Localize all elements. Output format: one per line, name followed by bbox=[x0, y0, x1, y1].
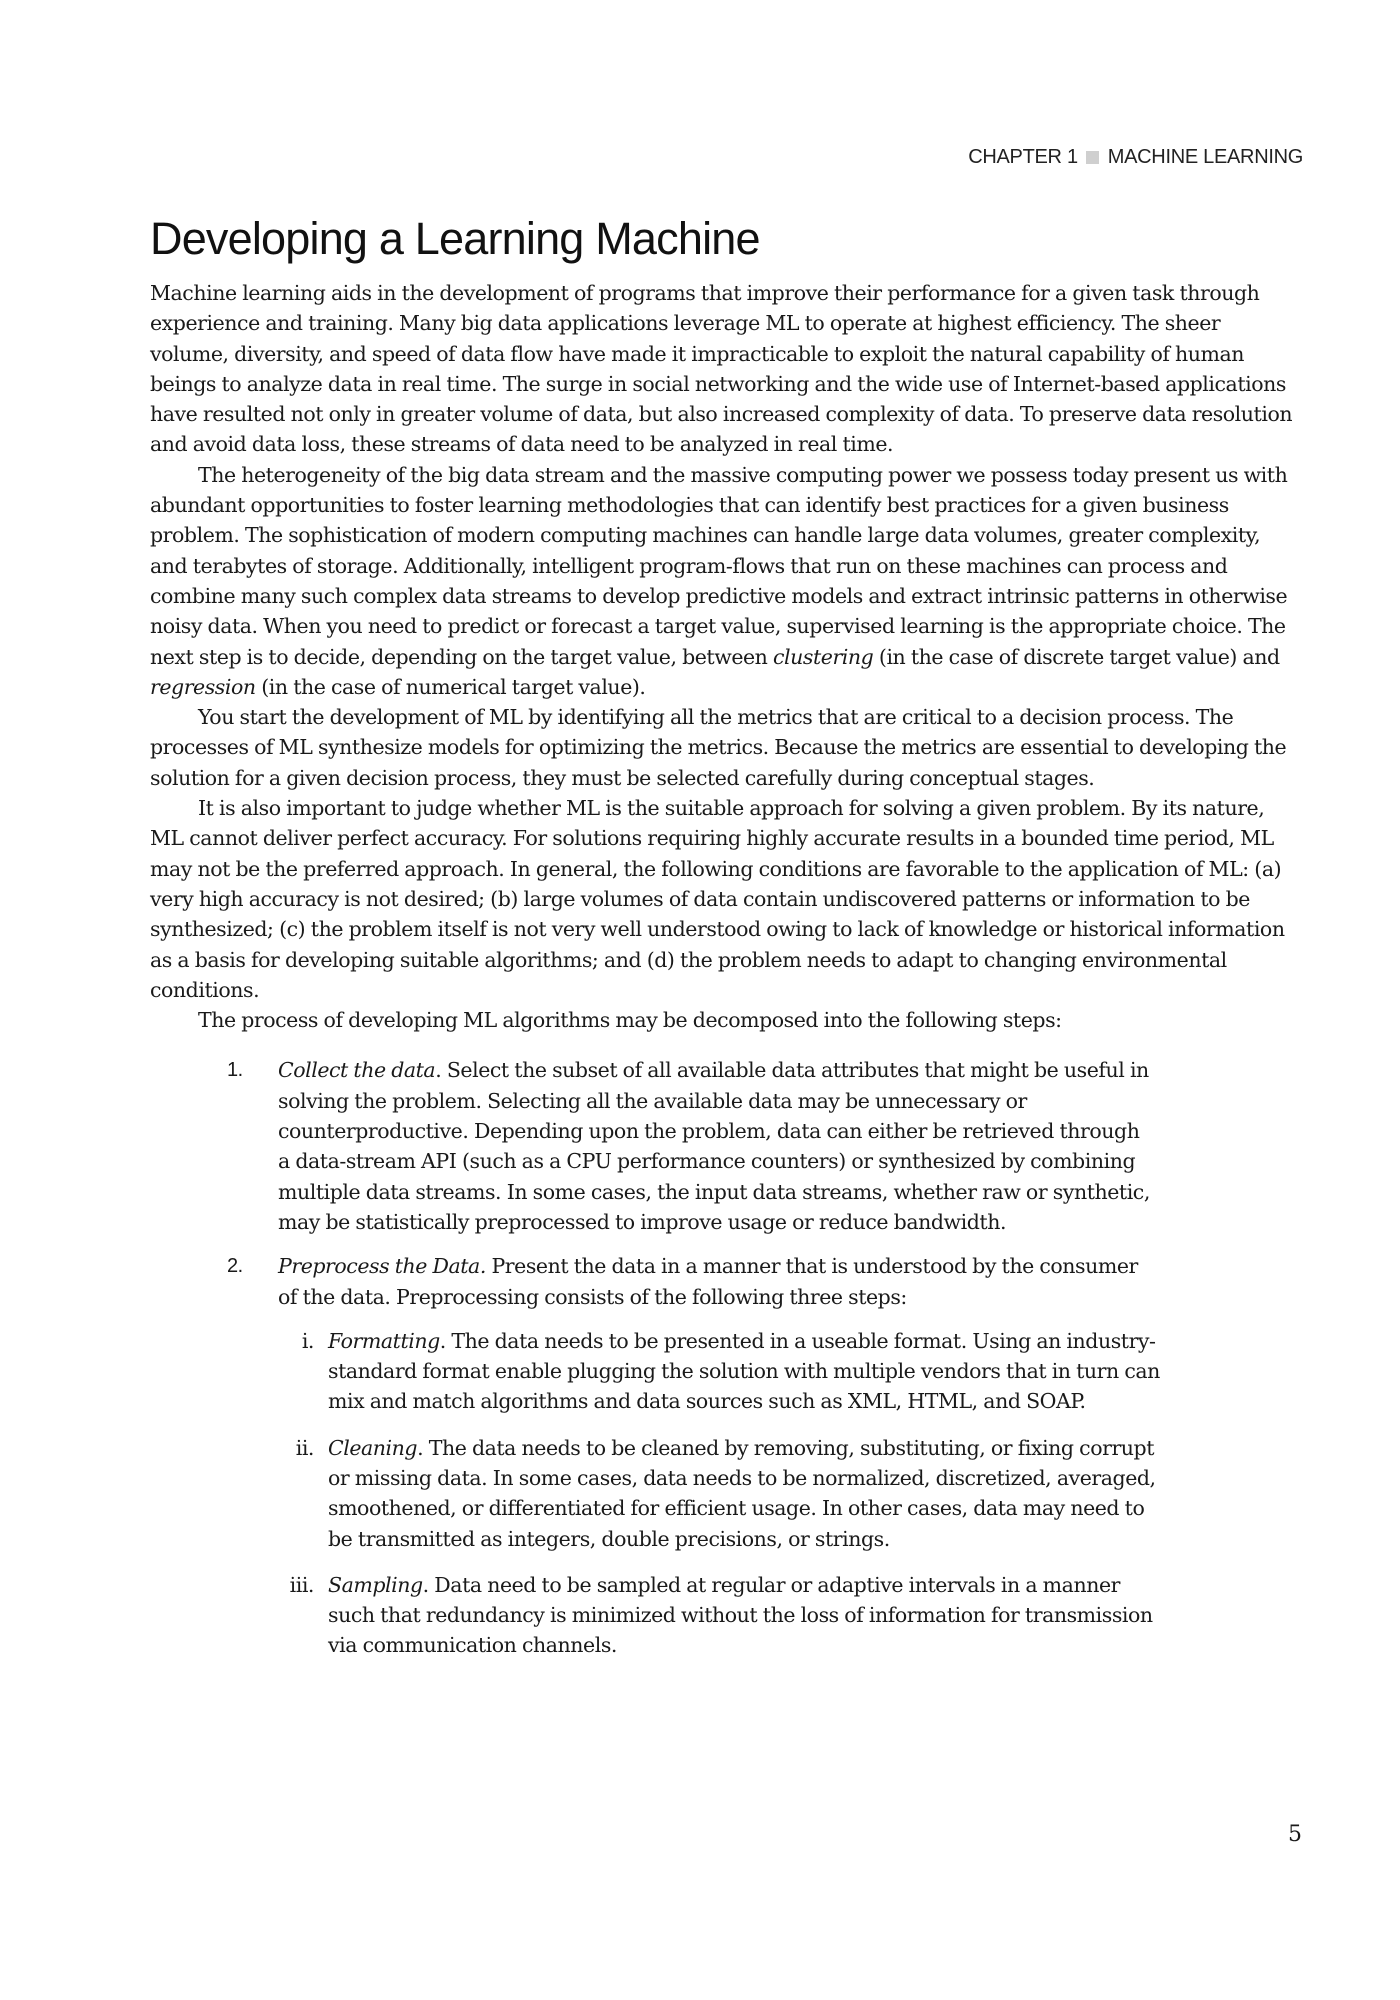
chapter-label: CHAPTER 1 bbox=[968, 146, 1078, 168]
term-clustering: clustering bbox=[773, 644, 874, 669]
substep-text: . Data need to be sampled at regular or adaptive intervals in a manner such that redundancy is minimized without the loss of information for transmission via communication channels. bbox=[328, 1572, 1153, 1658]
substep-numeral: iii. bbox=[289, 1572, 314, 1597]
chapter-title: MACHINE LEARNING bbox=[1107, 146, 1303, 168]
substep-numeral: ii. bbox=[295, 1435, 314, 1460]
step-text: . Select the subset of all available data attributes that might be useful in solving the problem. Selecting all the available data may be unnecessary or counterproductive. Depending upon the problem, data can either be retrieved through a data-stream API (such as a CPU performance counters) or synthesized by combining multiple data streams. In some cases, the input data streams, whether raw or synthetic, may be statistically preprocessed to improve usage or reduce bandwidth. bbox=[278, 1058, 1150, 1234]
list-item bbox=[278, 1570, 1168, 1661]
list-item bbox=[278, 1326, 1168, 1417]
substep-term: Sampling bbox=[328, 1572, 423, 1597]
paragraph-4: It is also important to judge whether ML is the suitable approach for solving a given problem. By its nature, ML cannot deliver perfect accuracy. For solutions requiring highly accurate results in a bounded time period, ML may not be the preferred approach. In general, the following conditions are favorable to the application of ML: (a) very high accuracy is not desired; (b) large volumes of data contain undiscovered patterns or information to be synthesized; (c) the problem itself is not very well understood owing to lack of knowledge or historical information as a basis for developing suitable algorithms; and (d) the problem needs to adapt to changing environmental conditions. bbox=[150, 796, 1285, 1002]
step-number: 1. bbox=[227, 1059, 243, 1082]
substep-text: . The data needs to be cleaned by removing, substituting, or fixing corrupt or missing data. In some cases, data needs to be normalized, discretized, averaged, smoothened, or differentiated for efficient usage. In other cases, data may need to be transmitted as integers, double precisions, or strings. bbox=[328, 1435, 1156, 1551]
list-item bbox=[150, 1251, 1160, 1661]
page-body bbox=[150, 210, 1300, 1677]
step-text: Present the data in a manner that is understood by the consumer of the data. Preprocessing consists of the following three steps: bbox=[278, 1254, 1138, 1309]
paragraph-1: Machine learning aids in the development of programs that improve their performance for a given task through experience and training. Many big data applications leverage ML to operate at highest efficiency. The sheer volume, diversity, and speed of data flow have made it impracticable to exploit the natural capability of human beings to analyze data in real time. The surge in social networking and the wide use of Internet-based applications have resulted not only in greater volume of data, but also increased complexity of data. To preserve data resolution and avoid data loss, these streams of data need to be analyzed in real time. bbox=[150, 281, 1293, 457]
header-separator-square-icon bbox=[1086, 151, 1099, 164]
substep-numeral: i. bbox=[301, 1328, 314, 1353]
running-header bbox=[968, 146, 1303, 169]
step-term: Preprocess the Data. bbox=[278, 1254, 486, 1279]
paragraph-2 bbox=[150, 460, 1300, 702]
step-term: Collect the data bbox=[278, 1058, 436, 1083]
paragraph-2-cont: (in the case of discrete target value) and bbox=[878, 644, 1280, 669]
substep-term: Cleaning bbox=[328, 1435, 418, 1460]
term-regression: regression bbox=[150, 674, 256, 699]
list-item bbox=[150, 1055, 1150, 1237]
body-text bbox=[150, 278, 1300, 1661]
paragraph-3: You start the development of ML by identifying all the metrics that are critical to a decision process. The processes of ML synthesize models for optimizing the metrics. Because the metrics are essential to developing the solution for a given decision process, they must be selected carefully during conceptual stages. bbox=[150, 705, 1287, 790]
paragraph-5: The process of developing ML algorithms may be decomposed into the following steps: bbox=[198, 1008, 1062, 1033]
list-item bbox=[278, 1433, 1168, 1554]
substep-text: . The data needs to be presented in a useable format. Using an industry-standard format enable plugging the solution with multiple vendors that in turn can mix and match algorithms and data sources such as XML, HTML, and SOAP. bbox=[328, 1328, 1160, 1414]
paragraph-2-end: (in the case of numerical target value). bbox=[261, 674, 646, 699]
substeps-list bbox=[278, 1326, 1160, 1661]
step-number: 2. bbox=[227, 1255, 243, 1278]
substep-term: Formatting bbox=[328, 1328, 440, 1353]
paragraph-2-text: The heterogeneity of the big data stream and the massive computing power we possess today present us with abundant opportunities to foster learning methodologies that can identify best practices for a given business problem. The sophistication of modern computing machines can handle large data volumes, greater complexity, and terabytes of storage. Additionally, intelligent program-flows that run on these machines can process and combine many such complex data streams to develop predictive models and extract intrinsic patterns in otherwise noisy data. When you need to predict or forecast a target value, supervised learning is the appropriate choice. The next step is to decide, depending on the target value, between bbox=[150, 462, 1288, 669]
section-title: Developing a Learning Machine bbox=[150, 213, 760, 264]
page-number: 5 bbox=[1288, 1822, 1302, 1847]
steps-list bbox=[150, 1055, 1160, 1660]
